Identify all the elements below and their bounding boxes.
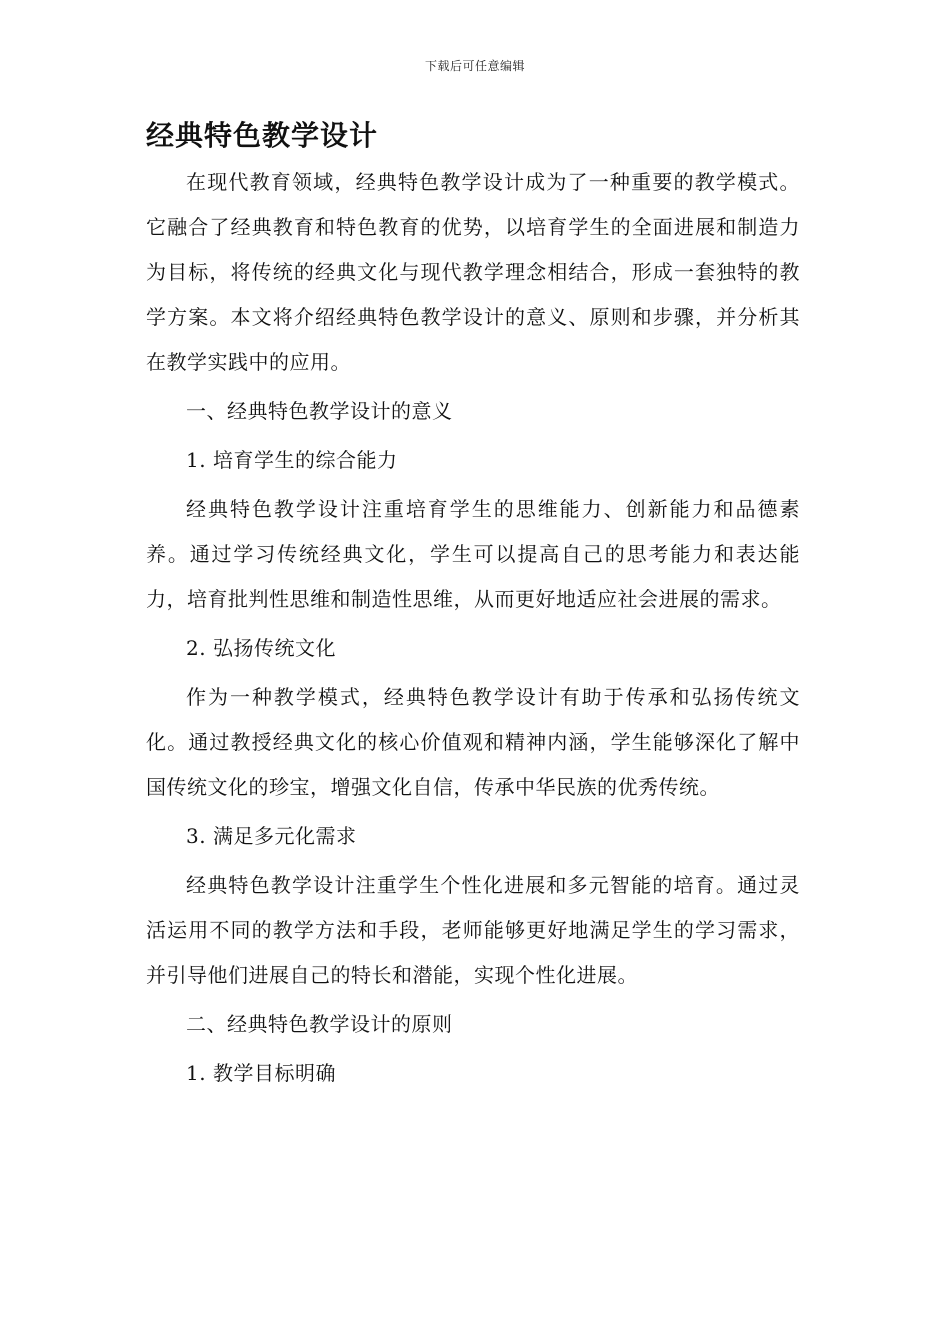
subheading-clear-objectives: 1. 教学目标明确 bbox=[186, 1061, 336, 1085]
subheading-comprehensive-ability: 1. 培育学生的综合能力 bbox=[186, 448, 398, 472]
section-heading-principles: 二、经典特色教学设计的原则 bbox=[186, 1012, 453, 1036]
intro-paragraph: 在现代教育领域，经典特色教学设计成为了一种重要的教学模式。它融合了经典教育和特色教育的优势，以培育学生的全面进展和制造力为目标，将传统的经典文化与现代教学理念相结合，形成一套独特的教学方案。本文将介绍经典特色教学设计的意义、原则和步骤，并分析其在教学实践中的应用。 bbox=[146, 170, 800, 374]
paragraph-diverse-needs: 经典特色教学设计注重学生个性化进展和多元智能的培育。通过灵活运用不同的教学方法和手段，老师能够更好地满足学生的学习需求，并引导他们进展自己的特长和潜能，实现个性化进展。 bbox=[146, 873, 800, 987]
document-body bbox=[146, 116, 800, 1100]
section-heading-significance: 一、经典特色教学设计的意义 bbox=[186, 399, 453, 423]
page-header: 下载后可任意编辑 bbox=[424, 59, 525, 73]
document-title: 经典特色教学设计 bbox=[146, 119, 379, 152]
subheading-diverse-needs: 3. 满足多元化需求 bbox=[186, 824, 357, 848]
subheading-traditional-culture: 2. 弘扬传统文化 bbox=[186, 636, 336, 660]
paragraph-traditional-culture: 作为一种教学模式，经典特色教学设计有助于传承和弘扬传统文化。通过教授经典文化的核心价值观和精神内涵，学生能够深化了解中国传统文化的珍宝，增强文化自信，传承中华民族的优秀传统。 bbox=[146, 685, 800, 799]
paragraph-comprehensive-ability: 经典特色教学设计注重培育学生的思维能力、创新能力和品德素养。通过学习传统经典文化，学生可以提高自己的思考能力和表达能力，培育批判性思维和制造性思维，从而更好地适应社会进展的需求。 bbox=[146, 497, 800, 611]
